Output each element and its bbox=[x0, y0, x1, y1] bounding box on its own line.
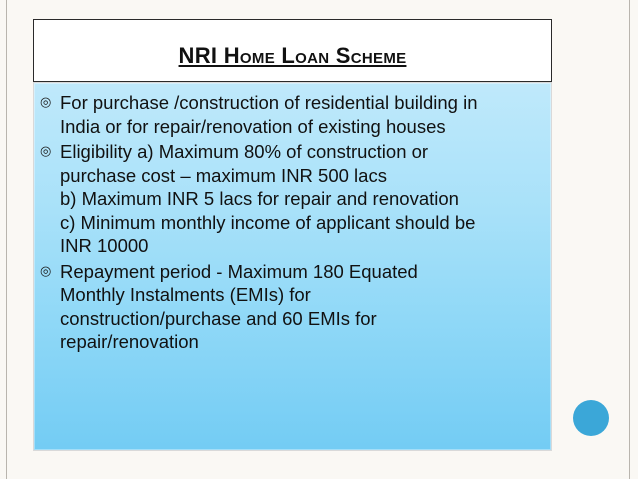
bullet-item bbox=[34, 140, 553, 258]
bullet-text: Eligibility a) Maximum 80% of construction or purchase cost – maximum INR 500 lacs b) Maximum INR 5 lacs for repair and renovation c) Minimum monthly income of applicant should be INR 10000 bbox=[60, 141, 476, 256]
target-icon: ◎ bbox=[40, 144, 52, 159]
frame-left-line bbox=[6, 0, 7, 479]
target-icon: ◎ bbox=[40, 95, 52, 110]
bullet-list bbox=[34, 91, 553, 356]
bullet-text: Repayment period - Maximum 180 Equated Monthly Instalments (EMIs) for construction/purchase and 60 EMIs for repair/renovation bbox=[60, 260, 418, 352]
slide-title: NRI Home Loan Scheme bbox=[178, 42, 407, 68]
content-box bbox=[33, 82, 552, 451]
title-box bbox=[33, 19, 552, 82]
bullet-text: For purchase /construction of residential building in India or for repair/renovation of existing houses bbox=[60, 92, 478, 137]
bullet-item bbox=[34, 260, 553, 354]
decorative-circle bbox=[573, 400, 609, 436]
bullet-item bbox=[34, 91, 553, 138]
frame-right-line bbox=[629, 0, 630, 479]
target-icon: ◎ bbox=[40, 263, 52, 279]
